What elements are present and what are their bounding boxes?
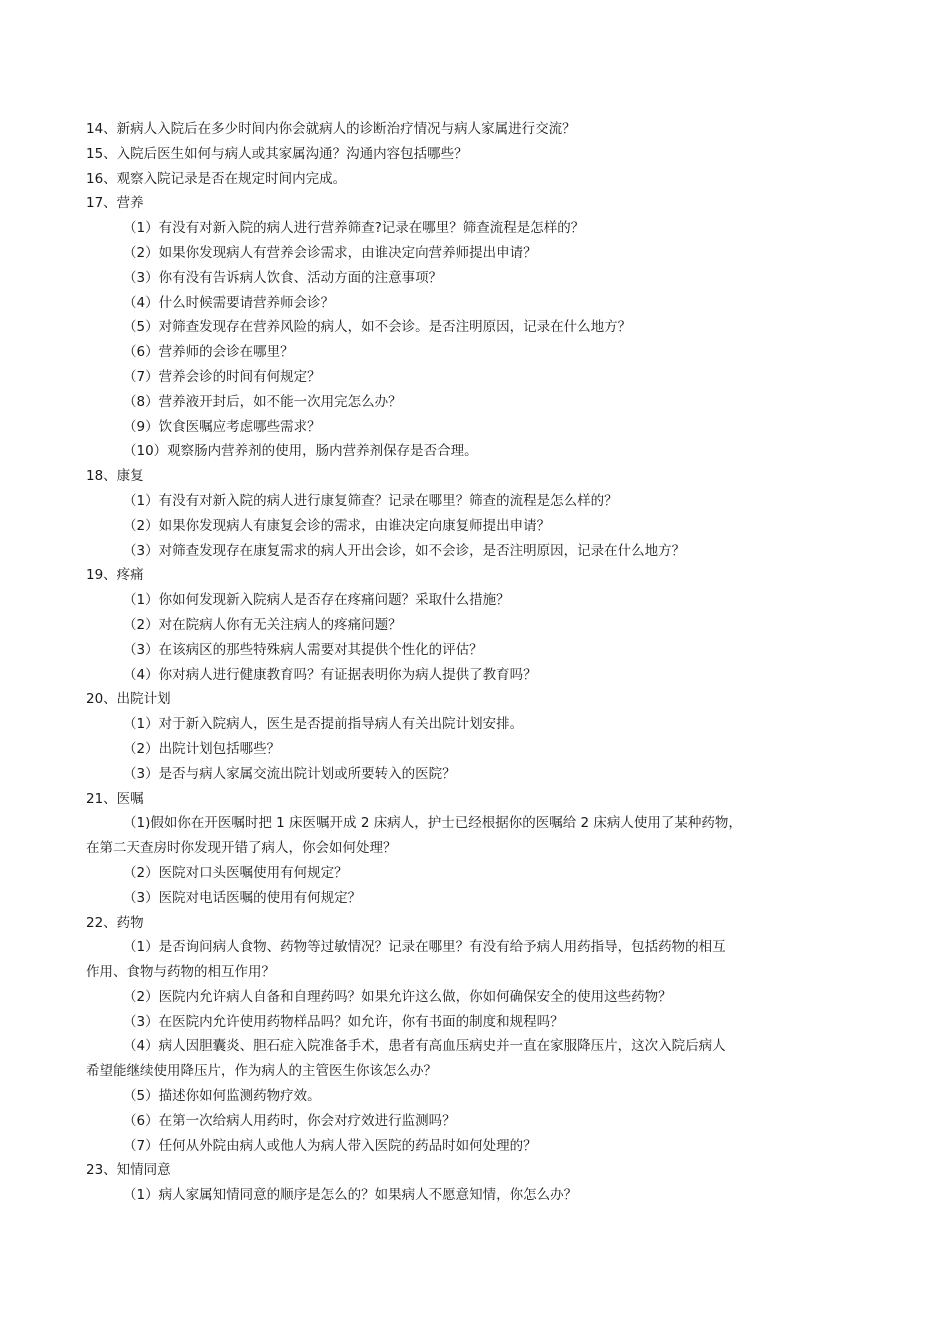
section-17-heading: 17、营养 bbox=[86, 195, 144, 212]
item-22-1: （1）是否询问病人食物、药物等过敏情况？记录在哪里？有没有给予病人用药指导，包括药物的相互 bbox=[123, 939, 726, 956]
item-19-4: （4）你对病人进行健康教育吗？有证据表明你为病人提供了教育吗？ bbox=[123, 666, 537, 683]
item-17-5: （5）对筛查发现存在营养风险的病人，如不会诊。是否注明原因，记录在什么地方？ bbox=[123, 319, 632, 336]
item-18-3: （3）对筛查发现存在康复需求的病人开出会诊，如不会诊，是否注明原因，记录在什么地方？ bbox=[123, 542, 686, 559]
section-22-heading: 22、药物 bbox=[86, 914, 144, 931]
item-19-3: （3）在该病区的那些特殊病人需要对其提供个性化的评估？ bbox=[123, 641, 483, 658]
question-14: 14、新病人入院后在多少时间内你会就病人的诊断治疗情况与病人家属进行交流？ bbox=[86, 121, 576, 137]
item-20-2: （2）出院计划包括哪些？ bbox=[123, 740, 281, 757]
item-18-2: （2）如果你发现病人有康复会诊的需求，由谁决定向康复师提出申请？ bbox=[123, 517, 551, 534]
section-23-heading: 23、知情同意 bbox=[86, 1162, 171, 1179]
item-17-7: （7）营养会诊的时间有何规定？ bbox=[123, 368, 321, 385]
item-21-1: （1)假如你在开医嘱时把 1 床医嘱开成 2 床病人，护士已经根据你的医嘱给 2 床病人使用了某种药物， bbox=[123, 815, 742, 832]
item-17-6: （6）营养师的会诊在哪里？ bbox=[123, 344, 294, 361]
item-20-1: （1）对于新入院病人，医生是否提前指导病人有关出院计划安排。 bbox=[123, 716, 524, 733]
question-16: 16、观察入院记录是否在规定时间内完成。 bbox=[86, 170, 347, 187]
section-20-heading: 20、出院计划 bbox=[86, 691, 171, 708]
section-19-heading: 19、疼痛 bbox=[86, 567, 144, 584]
item-22-7: （7）任何从外院由病人或他人为病人带入医院的药品时如何处理的？ bbox=[123, 1137, 537, 1154]
item-22-6: （6）在第一次给病人用药时，你会对疗效进行监测吗？ bbox=[123, 1112, 456, 1129]
document-page bbox=[86, 117, 866, 1208]
item-21-3: （3）医院对电话医嘱的使用有何规定？ bbox=[123, 889, 362, 906]
item-18-1: （1）有没有对新入院的病人进行康复筛查？记录在哪里？筛查的流程是怎么样的？ bbox=[123, 492, 618, 509]
item-17-1: （1）有没有对新入院的病人进行营养筛查?记录在哪里？筛查流程是怎样的？ bbox=[123, 220, 585, 237]
section-21-heading: 21、医嘱 bbox=[86, 790, 144, 807]
item-22-5: （5）描述你如何监测药物疗效。 bbox=[123, 1088, 321, 1105]
item-22-2: （2）医院内允许病人自备和自理药吗？如果允许这么做，你如何确保安全的使用这些药物？ bbox=[123, 988, 672, 1005]
item-19-2: （2）对在院病人你有无关注病人的疼痛问题？ bbox=[123, 616, 402, 633]
item-17-9: （9）饮食医嘱应考虑哪些需求？ bbox=[123, 418, 321, 435]
item-21-1-continued: 在第二天查房时你发现开错了病人，你会如何处理？ bbox=[86, 840, 397, 857]
item-19-1: （1）你如何发现新入院病人是否存在疼痛问题？采取什么措施？ bbox=[123, 592, 510, 609]
item-17-3: （3）你有没有告诉病人饮食、活动方面的注意事项？ bbox=[123, 269, 443, 286]
item-17-4: （4）什么时候需要请营养师会诊？ bbox=[123, 294, 335, 311]
question-15: 15、入院后医生如何与病人或其家属沟通？沟通内容包括哪些？ bbox=[86, 145, 468, 162]
item-17-2: （2）如果你发现病人有营养会诊需求，由谁决定向营养师提出申请？ bbox=[123, 244, 537, 261]
item-22-4-continued: 希望能继续使用降压片，作为病人的主管医生你该怎么办？ bbox=[86, 1063, 437, 1080]
item-23-1: （1）病人家属知情同意的顺序是怎么的？如果病人不愿意知情，你怎么办？ bbox=[123, 1187, 578, 1204]
item-22-3: （3）在医院内允许使用药物样品吗？如允许，你有书面的制度和规程吗？ bbox=[123, 1013, 564, 1030]
item-21-2: （2）医院对口头医嘱使用有何规定？ bbox=[123, 864, 348, 881]
item-17-8: （8）营养液开封后，如不能一次用完怎么办？ bbox=[123, 393, 402, 410]
item-22-1-continued: 作用、食物与药物的相互作用？ bbox=[86, 964, 275, 981]
item-20-3: （3）是否与病人家属交流出院计划或所要转入的医院？ bbox=[123, 765, 456, 782]
section-18-heading: 18、康复 bbox=[86, 468, 144, 485]
item-17-10: （10）观察肠内营养剂的使用，肠内营养剂保存是否合理。 bbox=[123, 443, 478, 460]
item-22-4: （4）病人因胆囊炎、胆石症入院准备手术，患者有高血压病史并一直在家服降压片，这次入院后病人 bbox=[123, 1038, 726, 1055]
